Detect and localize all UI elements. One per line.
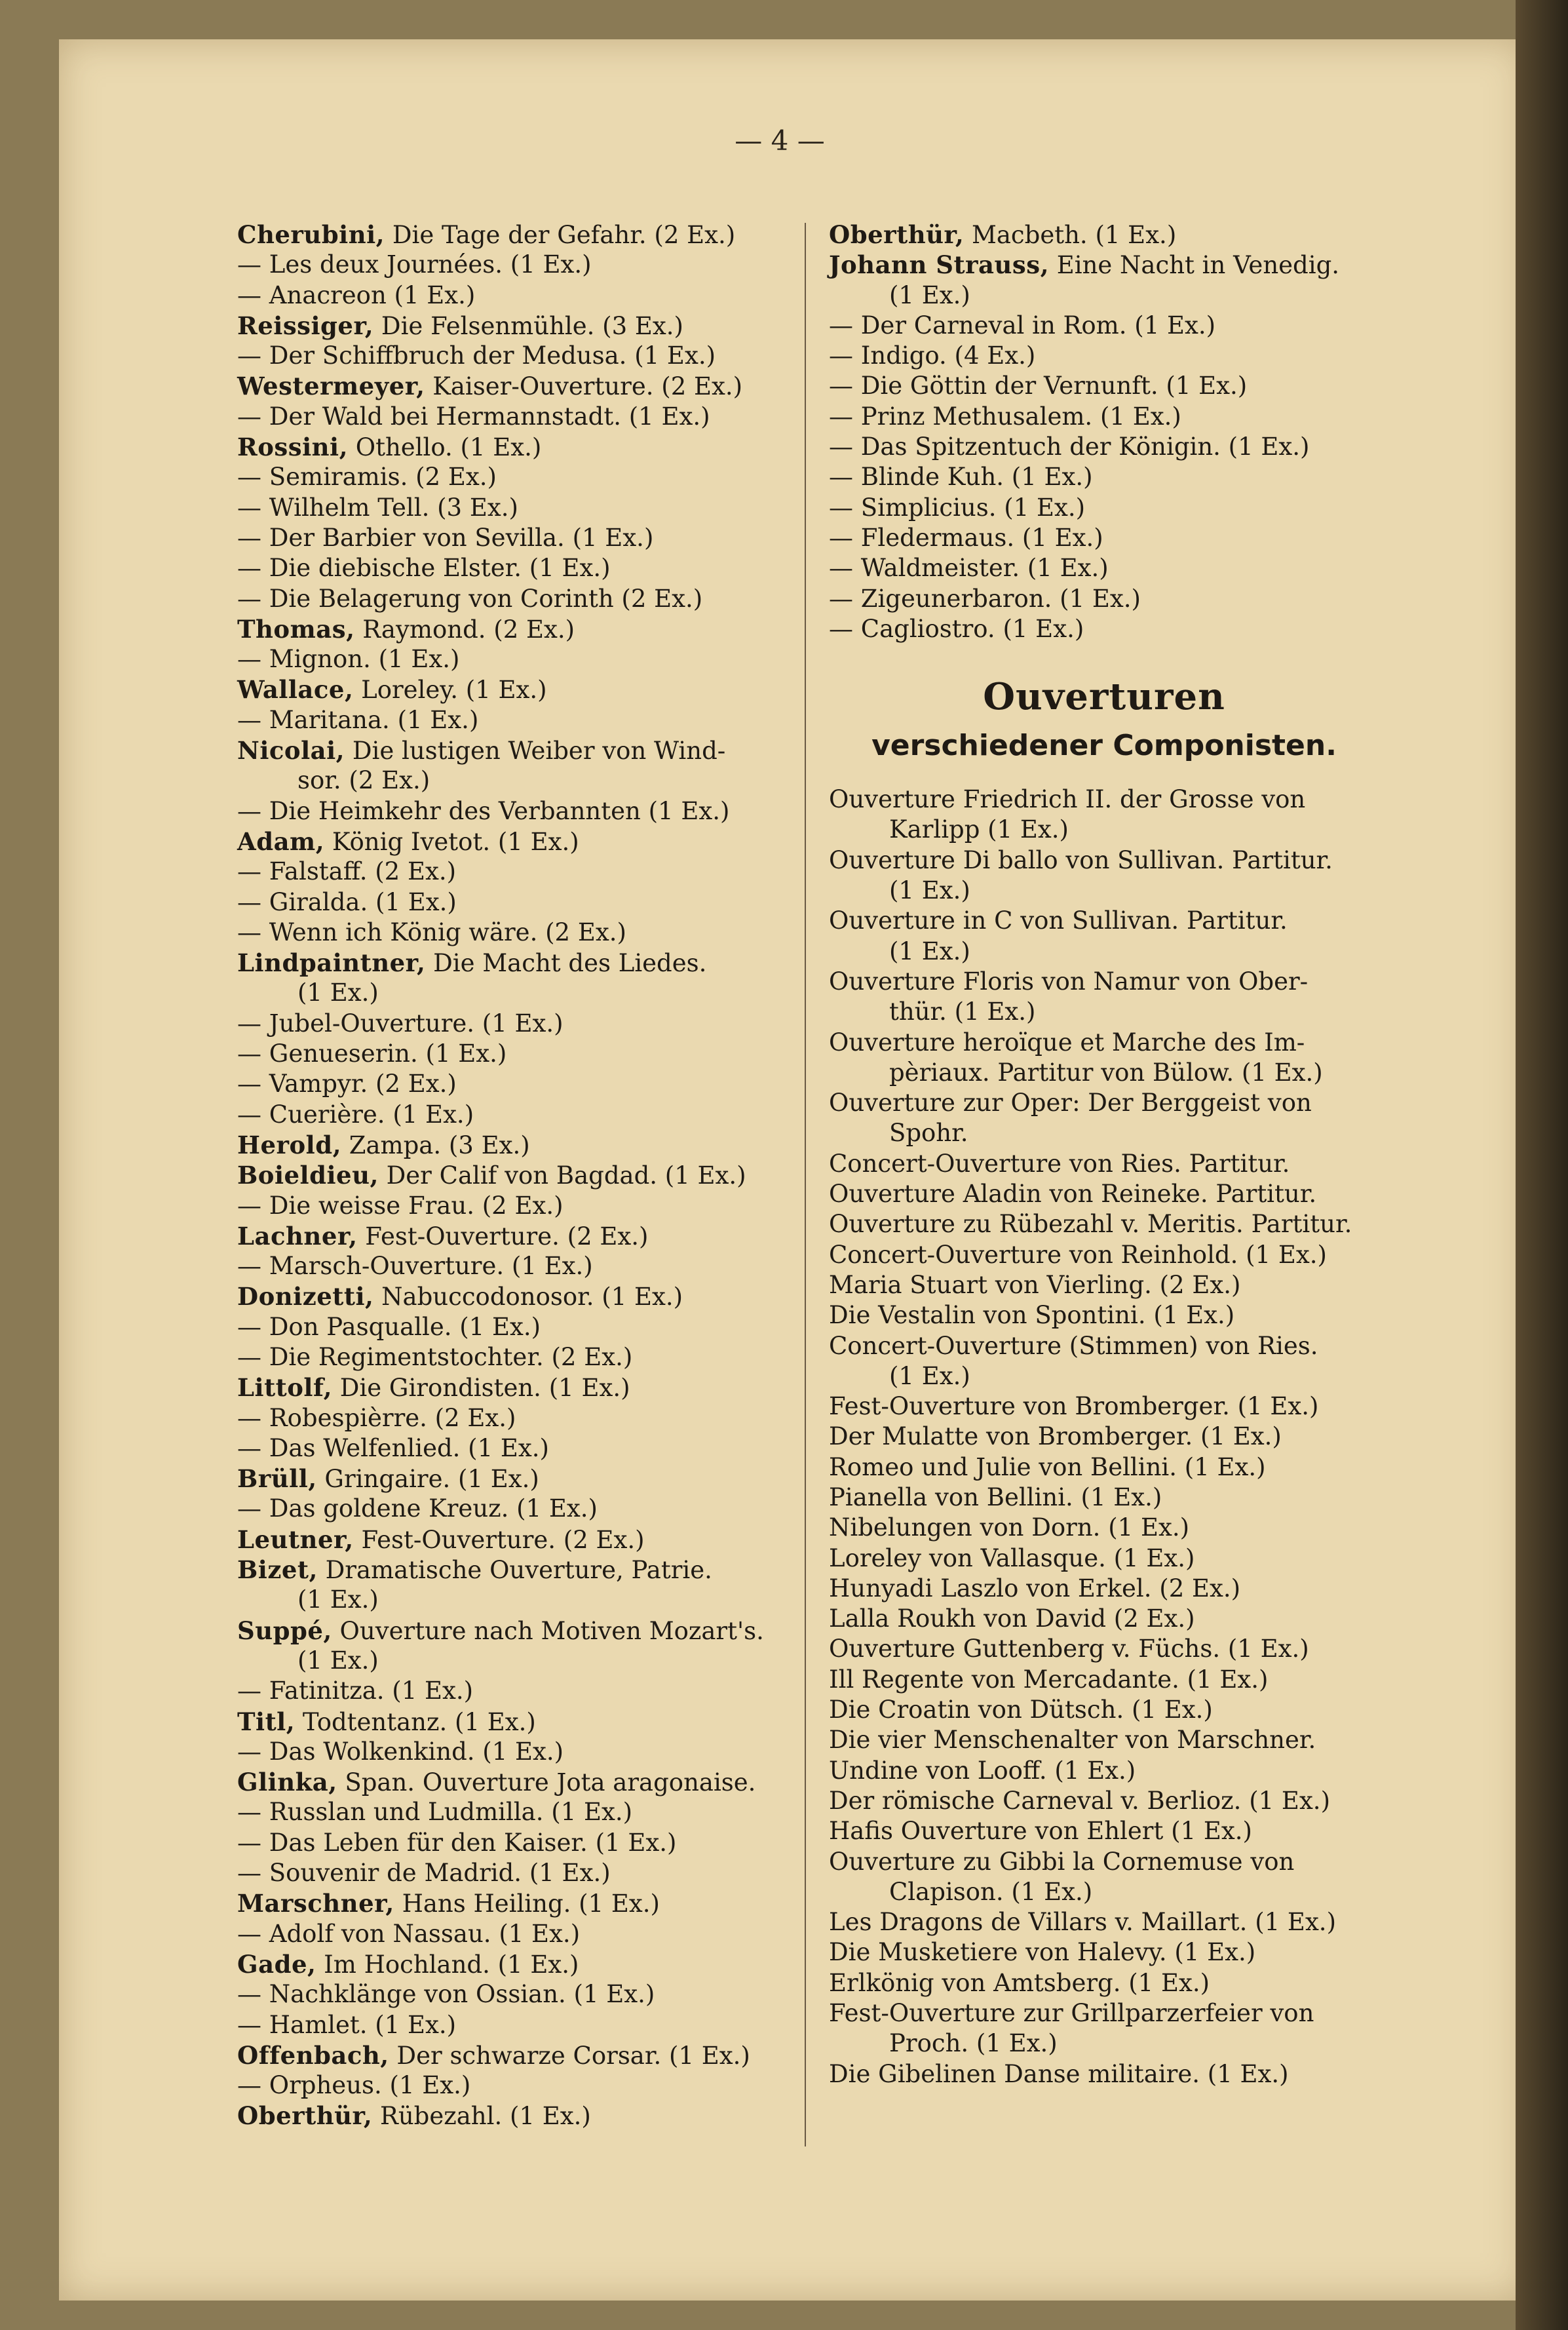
- catalog-entry: [829, 523, 1379, 553]
- entry-text: — Das Wolkenkind. (1 Ex.): [237, 1737, 564, 1766]
- catalog-entry: [237, 735, 788, 766]
- composer-name: Marschner,: [237, 1889, 394, 1918]
- entry-text: — Fatinitza. (1 Ex.): [237, 1677, 474, 1705]
- catalog-entry: [829, 1209, 1379, 1239]
- entry-text: Macbeth. (1 Ex.): [964, 221, 1177, 249]
- entry-text: — Falstaff. (2 Ex.): [237, 857, 457, 886]
- entry-text: — Marsch-Ouverture. (1 Ex.): [237, 1252, 593, 1281]
- catalog-entry: [237, 2101, 788, 2131]
- catalog-entry: [237, 1039, 788, 1069]
- catalog-entry: [829, 1422, 1379, 1452]
- entry-text: Karlipp (1 Ex.): [889, 815, 1069, 844]
- catalog-entry: [829, 1937, 1379, 1968]
- composer-name: Johann Strauss,: [829, 250, 1049, 280]
- catalog-entry: [237, 281, 788, 311]
- catalog-entry: [237, 523, 788, 553]
- catalog-entry: [237, 1888, 788, 1918]
- composer-name: Reissiger,: [237, 311, 374, 340]
- entry-text: — Der Wald bei Hermannstadt. (1 Ex.): [237, 402, 710, 431]
- catalog-entry: [237, 1707, 788, 1737]
- catalog-entry: [237, 553, 788, 583]
- entry-text: Concert-Ouverture von Ries. Partitur.: [829, 1149, 1290, 1178]
- composer-name: Cherubini,: [237, 220, 385, 249]
- catalog-entry: [237, 1281, 788, 1311]
- entry-text: — Genueserin. (1 Ex.): [237, 1039, 507, 1068]
- composer-name: Thomas,: [237, 614, 355, 644]
- entry-text: — Die weisse Frau. (2 Ex.): [237, 1191, 564, 1220]
- entry-text: Ouverture Aladin von Reineke. Partitur.: [829, 1180, 1317, 1209]
- entry-text: Ouverture zu Gibbi la Cornemuse von: [829, 1847, 1295, 1876]
- entry-text: sor. (2 Ex.): [297, 766, 430, 795]
- entry-text: Clapison. (1 Ex.): [889, 1877, 1093, 1906]
- catalog-entry: [237, 1797, 788, 1827]
- catalog-entry: [829, 1877, 1379, 1907]
- catalog-entry: [829, 906, 1379, 936]
- entry-text: (1 Ex.): [297, 1585, 379, 1614]
- entry-text: — Der Barbier von Sevilla. (1 Ex.): [237, 523, 654, 552]
- entry-text: Concert-Ouverture von Reinhold. (1 Ex.): [829, 1240, 1327, 1269]
- catalog-entry: [237, 432, 788, 462]
- catalog-entry: [237, 766, 788, 796]
- catalog-entry: [237, 1403, 788, 1433]
- catalog-entry: [829, 815, 1379, 845]
- column-divider: [805, 223, 806, 2146]
- catalog-entry: [829, 1028, 1379, 1058]
- entry-text: Concert-Ouverture (Stimmen) von Ries.: [829, 1331, 1318, 1360]
- catalog-entry: [237, 1524, 788, 1555]
- catalog-entry: [829, 1391, 1379, 1422]
- entry-text: — Adolf von Nassau. (1 Ex.): [237, 1919, 581, 1948]
- catalog-entry: [237, 584, 788, 614]
- entry-text: Spohr.: [889, 1119, 968, 1148]
- entry-text: — Der Carneval in Rom. (1 Ex.): [829, 311, 1216, 340]
- book-gutter: [1516, 0, 1568, 2330]
- catalog-entry: [237, 341, 788, 371]
- entry-text: — Mignon. (1 Ex.): [237, 645, 460, 674]
- catalog-entry: [829, 371, 1379, 401]
- catalog-entry: [237, 2070, 788, 2101]
- catalog-entry: [237, 1342, 788, 1372]
- entry-text: Der schwarze Corsar. (1 Ex.): [389, 2041, 750, 2070]
- catalog-entry: [237, 2040, 788, 2070]
- composer-name: Oberthür,: [829, 220, 965, 249]
- entry-text: Die Girondisten. (1 Ex.): [332, 1374, 630, 1403]
- catalog-entry: [829, 250, 1379, 280]
- catalog-entry: [829, 1179, 1379, 1209]
- entry-text: Romeo und Julie von Bellini. (1 Ex.): [829, 1452, 1266, 1481]
- entry-text: thür. (1 Ex.): [889, 998, 1036, 1026]
- catalog-entry: [829, 785, 1379, 815]
- entry-text: — Der Schiffbruch der Medusa. (1 Ex.): [237, 341, 716, 370]
- composer-name: Lindpaintner,: [237, 948, 426, 978]
- right-column-bottom-list: [829, 785, 1379, 2089]
- entry-text: — Zigeunerbaron. (1 Ex.): [829, 584, 1141, 613]
- entry-text: — Les deux Journées. (1 Ex.): [237, 250, 592, 279]
- catalog-entry: [237, 1494, 788, 1524]
- catalog-entry: [829, 1149, 1379, 1179]
- entry-text: Maria Stuart von Vierling. (2 Ex.): [829, 1270, 1241, 1299]
- composer-name: Adam,: [237, 826, 325, 856]
- entry-text: Die Musketiere von Halevy. (1 Ex.): [829, 1938, 1256, 1967]
- catalog-entry: [237, 1464, 788, 1494]
- catalog-entry: [237, 705, 788, 735]
- entry-text: König Ivetot. (1 Ex.): [324, 827, 579, 856]
- catalog-entry: [829, 1968, 1379, 1998]
- section-heading: Ouverturen: [983, 675, 1225, 719]
- catalog-entry: [829, 584, 1379, 614]
- composer-name: Nicolai,: [237, 736, 345, 766]
- catalog-entry: [237, 1646, 788, 1676]
- entry-text: Die Macht des Liedes.: [425, 949, 707, 978]
- entry-text: Erlkönig von Amtsberg. (1 Ex.): [829, 1968, 1210, 1997]
- catalog-entry: [237, 1737, 788, 1767]
- entry-text: Ouverture zur Oper: Der Berggeist von: [829, 1089, 1312, 1117]
- catalog-entry: [237, 887, 788, 918]
- catalog-entry: [237, 948, 788, 978]
- catalog-entry: [829, 1331, 1379, 1361]
- entry-text: — Das Leben für den Kaiser. (1 Ex.): [237, 1828, 677, 1857]
- catalog-entry: [237, 978, 788, 1008]
- catalog-entry: [237, 796, 788, 826]
- catalog-entry: [829, 1604, 1379, 1634]
- catalog-entry: [829, 876, 1379, 906]
- entry-text: Lalla Roukh von David (2 Ex.): [829, 1604, 1195, 1633]
- entry-text: Ouverture Floris von Namur von Ober-: [829, 967, 1309, 996]
- entry-text: Der Mulatte von Bromberger. (1 Ex.): [829, 1422, 1282, 1451]
- composer-name: Donizetti,: [237, 1282, 374, 1311]
- entry-text: Pianella von Bellini. (1 Ex.): [829, 1483, 1162, 1511]
- catalog-entry: [829, 997, 1379, 1027]
- catalog-entry: [829, 967, 1379, 997]
- composer-name: Brüll,: [237, 1464, 317, 1494]
- catalog-entry: [237, 402, 788, 432]
- catalog-entry: [829, 462, 1379, 492]
- entry-text: Kaiser-Ouverture. (2 Ex.): [425, 372, 743, 401]
- catalog-entry: [237, 918, 788, 948]
- catalog-entry: [829, 1088, 1379, 1118]
- entry-text: Ouverture Di ballo von Sullivan. Partitur.: [829, 845, 1333, 874]
- entry-text: — Souvenir de Madrid. (1 Ex.): [237, 1859, 611, 1888]
- composer-name: Rossini,: [237, 433, 348, 462]
- entry-text: — Semiramis. (2 Ex.): [237, 463, 497, 492]
- catalog-entry: [829, 1513, 1379, 1543]
- catalog-entry: [829, 1695, 1379, 1725]
- entry-text: Hans Heiling. (1 Ex.): [394, 1890, 660, 1918]
- composer-name: Littolf,: [237, 1373, 332, 1403]
- entry-text: Der Calif von Bagdad. (1 Ex.): [378, 1161, 746, 1190]
- catalog-entry: [829, 1270, 1379, 1300]
- entry-text: Fest-Ouverture. (2 Ex.): [357, 1222, 649, 1251]
- catalog-entry: [829, 493, 1379, 523]
- catalog-entry: [237, 1555, 788, 1585]
- catalog-entry: [829, 1118, 1379, 1148]
- catalog-entry: [237, 2010, 788, 2040]
- entry-text: — Prinz Methusalem. (1 Ex.): [829, 402, 1181, 431]
- right-column-top-list: [829, 220, 1379, 644]
- entry-text: — Anacreon (1 Ex.): [237, 281, 476, 309]
- entry-text: (1 Ex.): [889, 876, 970, 905]
- catalog-entry: [237, 644, 788, 674]
- catalog-entry: [829, 402, 1379, 432]
- catalog-entry: [829, 432, 1379, 462]
- composer-name: Herold,: [237, 1130, 341, 1159]
- catalog-entry: [237, 493, 788, 523]
- catalog-entry: [829, 553, 1379, 583]
- entry-text: Dramatische Ouverture, Patrie.: [317, 1556, 712, 1585]
- composer-name: Offenbach,: [237, 2040, 389, 2070]
- catalog-entry: [237, 1858, 788, 1888]
- entry-text: Othello. (1 Ex.): [347, 433, 542, 462]
- entry-text: Gringaire. (1 Ex.): [316, 1465, 539, 1494]
- entry-text: — Wilhelm Tell. (3 Ex.): [237, 493, 518, 522]
- catalog-entry: [829, 1998, 1379, 2029]
- catalog-entry: [237, 1433, 788, 1464]
- entry-text: Ouverture nach Motiven Mozart's.: [332, 1616, 764, 1645]
- entry-text: Die Felsenmühle. (3 Ex.): [373, 311, 683, 340]
- catalog-entry: [829, 937, 1379, 967]
- catalog-entry: [237, 1009, 788, 1039]
- entry-text: pèriaux. Partitur von Bülow. (1 Ex.): [889, 1058, 1323, 1087]
- catalog-entry: [829, 1665, 1379, 1695]
- entry-text: Zampa. (3 Ex.): [341, 1131, 530, 1159]
- catalog-entry: [829, 1907, 1379, 1937]
- entry-text: Fest-Ouverture. (2 Ex.): [353, 1525, 645, 1554]
- entry-text: — Don Pasqualle. (1 Ex.): [237, 1312, 541, 1341]
- catalog-entry: [829, 1240, 1379, 1270]
- entry-text: — Das goldene Kreuz. (1 Ex.): [237, 1494, 598, 1523]
- entry-text: Todtentanz. (1 Ex.): [295, 1707, 536, 1736]
- entry-text: Ouverture zu Rübezahl v. Meritis. Partitur.: [829, 1210, 1352, 1239]
- entry-text: Rübezahl. (1 Ex.): [372, 2102, 591, 2131]
- catalog-entry: [237, 857, 788, 887]
- entry-text: — Russlan und Ludmilla. (1 Ex.): [237, 1798, 633, 1827]
- entry-text: — Das Welfenlied. (1 Ex.): [237, 1433, 549, 1462]
- entry-text: Hunyadi Laszlo von Erkel. (2 Ex.): [829, 1574, 1241, 1602]
- catalog-entry: [237, 614, 788, 644]
- entry-text: Proch. (1 Ex.): [889, 2029, 1058, 2058]
- catalog-entry: [237, 1251, 788, 1281]
- catalog-entry: [829, 1361, 1379, 1391]
- catalog-entry: [829, 2029, 1379, 2059]
- catalog-entry: [237, 1191, 788, 1221]
- entry-text: Nibelungen von Dorn. (1 Ex.): [829, 1513, 1190, 1542]
- catalog-entry: [829, 1452, 1379, 1483]
- catalog-entry: [829, 220, 1379, 250]
- catalog-entry: [237, 1616, 788, 1646]
- entry-text: Hafis Ouverture von Ehlert (1 Ex.): [829, 1817, 1252, 1846]
- entry-text: — Die diebische Elster. (1 Ex.): [237, 554, 611, 583]
- catalog-entry: [829, 281, 1379, 311]
- catalog-entry: [829, 1847, 1379, 1877]
- catalog-entry: [829, 311, 1379, 341]
- catalog-entry: [237, 1100, 788, 1130]
- entry-text: Loreley. (1 Ex.): [353, 676, 547, 705]
- right-column: [829, 220, 1379, 2089]
- entry-text: — Fledermaus. (1 Ex.): [829, 523, 1103, 552]
- entry-text: (1 Ex.): [889, 281, 970, 309]
- composer-name: Lachner,: [237, 1221, 358, 1251]
- entry-text: — Die Göttin der Vernunft. (1 Ex.): [829, 372, 1248, 400]
- composer-name: Gade,: [237, 1949, 316, 1979]
- catalog-entry: [237, 674, 788, 705]
- catalog-entry: [237, 311, 788, 341]
- composer-name: Oberthür,: [237, 2101, 373, 2131]
- catalog-entry: [237, 1130, 788, 1160]
- entry-text: — Nachklänge von Ossian. (1 Ex.): [237, 1980, 655, 2009]
- entry-text: Ill Regente von Mercadante. (1 Ex.): [829, 1665, 1269, 1694]
- catalog-entry: [829, 1483, 1379, 1513]
- catalog-entry: [829, 1574, 1379, 1604]
- entry-text: Ouverture heroïque et Marche des Im-: [829, 1028, 1305, 1057]
- entry-text: Eine Nacht in Venedig.: [1048, 251, 1340, 280]
- entry-text: — Waldmeister. (1 Ex.): [829, 554, 1109, 583]
- entry-text: — Cagliostro. (1 Ex.): [829, 614, 1084, 643]
- catalog-entry: [237, 1221, 788, 1251]
- catalog-entry: [829, 2059, 1379, 2089]
- catalog-entry: [829, 1786, 1379, 1816]
- entry-text: (1 Ex.): [297, 979, 379, 1007]
- composer-name: Suppé,: [237, 1616, 332, 1645]
- entry-text: — Robespièrre. (2 Ex.): [237, 1403, 516, 1432]
- entry-text: Im Hochland. (1 Ex.): [316, 1950, 579, 1979]
- entry-text: Fest-Ouverture zur Grillparzerfeier von: [829, 1999, 1314, 2028]
- catalog-entry: [237, 1949, 788, 1979]
- catalog-entry: [237, 1979, 788, 2010]
- entry-text: (1 Ex.): [889, 937, 970, 965]
- catalog-entry: [237, 1767, 788, 1797]
- catalog-entry: [829, 1544, 1379, 1574]
- entry-text: — Giralda. (1 Ex.): [237, 887, 457, 916]
- entry-text: Die Croatin von Dütsch. (1 Ex.): [829, 1696, 1213, 1724]
- entry-text: Ouverture Friedrich II. der Grosse von: [829, 785, 1306, 814]
- catalog-entry: [237, 1372, 788, 1403]
- catalog-entry: [829, 1058, 1379, 1088]
- entry-text: Ouverture Guttenberg v. Füchs. (1 Ex.): [829, 1635, 1309, 1663]
- entry-text: — Cuerière. (1 Ex.): [237, 1100, 474, 1129]
- catalog-entry: [237, 1828, 788, 1858]
- entry-text: — Orpheus. (1 Ex.): [237, 2071, 471, 2100]
- left-column: [237, 220, 788, 2131]
- catalog-entry: [829, 1300, 1379, 1330]
- composer-name: Glinka,: [237, 1768, 337, 1797]
- catalog-entry: [829, 1756, 1379, 1786]
- entry-text: Die Gibelinen Danse militaire. (1 Ex.): [829, 2059, 1289, 2088]
- catalog-entry: [237, 250, 788, 280]
- entry-text: Die Tage der Gefahr. (2 Ex.): [385, 221, 736, 249]
- entry-text: Raymond. (2 Ex.): [354, 615, 575, 644]
- catalog-entry: [829, 1725, 1379, 1755]
- catalog-entry: [829, 614, 1379, 644]
- catalog-entry: [237, 1676, 788, 1706]
- composer-name: Boieldieu,: [237, 1161, 379, 1190]
- entry-text: — Das Spitzentuch der Königin. (1 Ex.): [829, 433, 1310, 461]
- entry-text: — Maritana. (1 Ex.): [237, 705, 479, 734]
- catalog-entry: [829, 1816, 1379, 1846]
- entry-text: Die vier Menschenalter von Marschner.: [829, 1726, 1316, 1755]
- page-number: — 4 —: [735, 125, 825, 157]
- entry-text: Der römische Carneval v. Berlioz. (1 Ex.): [829, 1786, 1331, 1815]
- catalog-entry: [237, 1585, 788, 1615]
- entry-text: — Die Regimentstochter. (2 Ex.): [237, 1342, 633, 1371]
- entry-text: — Indigo. (4 Ex.): [829, 341, 1036, 370]
- entry-text: — Simplicius. (1 Ex.): [829, 493, 1086, 522]
- catalog-entry: [237, 371, 788, 401]
- catalog-entry: [237, 462, 788, 492]
- composer-name: Bizet,: [237, 1555, 318, 1585]
- entry-text: — Wenn ich König wäre. (2 Ex.): [237, 918, 626, 946]
- catalog-entry: [829, 1634, 1379, 1664]
- section-subheading: verschiedener Componisten.: [871, 729, 1337, 763]
- entry-text: — Vampyr. (2 Ex.): [237, 1070, 457, 1098]
- entry-text: — Blinde Kuh. (1 Ex.): [829, 463, 1093, 492]
- entry-text: — Hamlet. (1 Ex.): [237, 2010, 457, 2039]
- entry-text: — Die Heimkehr des Verbannten (1 Ex.): [237, 796, 730, 825]
- catalog-entry: [237, 1069, 788, 1099]
- entry-text: Fest-Ouverture von Bromberger. (1 Ex.): [829, 1392, 1319, 1421]
- catalog-entry: [237, 1312, 788, 1342]
- entry-text: — Die Belagerung von Corinth (2 Ex.): [237, 584, 703, 613]
- catalog-entry: [829, 845, 1379, 876]
- composer-name: Wallace,: [237, 675, 354, 705]
- entry-text: Undine von Looff. (1 Ex.): [829, 1756, 1136, 1785]
- entry-text: Span. Ouverture Jota aragonaise.: [337, 1768, 756, 1797]
- entry-text: Ouverture in C von Sullivan. Partitur.: [829, 906, 1288, 935]
- composer-name: Westermeyer,: [237, 372, 425, 401]
- entry-text: Nabuccodonosor. (1 Ex.): [373, 1283, 683, 1311]
- catalog-entry: [237, 1919, 788, 1949]
- entry-text: (1 Ex.): [297, 1646, 379, 1675]
- entry-text: Loreley von Vallasque. (1 Ex.): [829, 1544, 1195, 1572]
- entry-text: (1 Ex.): [889, 1361, 970, 1390]
- catalog-entry: [237, 1160, 788, 1190]
- catalog-entry: [237, 826, 788, 857]
- catalog-entry: [829, 341, 1379, 371]
- catalog-entry: [237, 220, 788, 250]
- composer-name: Titl,: [237, 1707, 296, 1736]
- composer-name: Leutner,: [237, 1524, 354, 1554]
- entry-text: Die lustigen Weiber von Wind-: [345, 737, 726, 766]
- entry-text: — Jubel-Ouverture. (1 Ex.): [237, 1009, 564, 1038]
- entry-text: Die Vestalin von Spontini. (1 Ex.): [829, 1301, 1235, 1330]
- entry-text: Les Dragons de Villars v. Maillart. (1 Ex.): [829, 1908, 1337, 1937]
